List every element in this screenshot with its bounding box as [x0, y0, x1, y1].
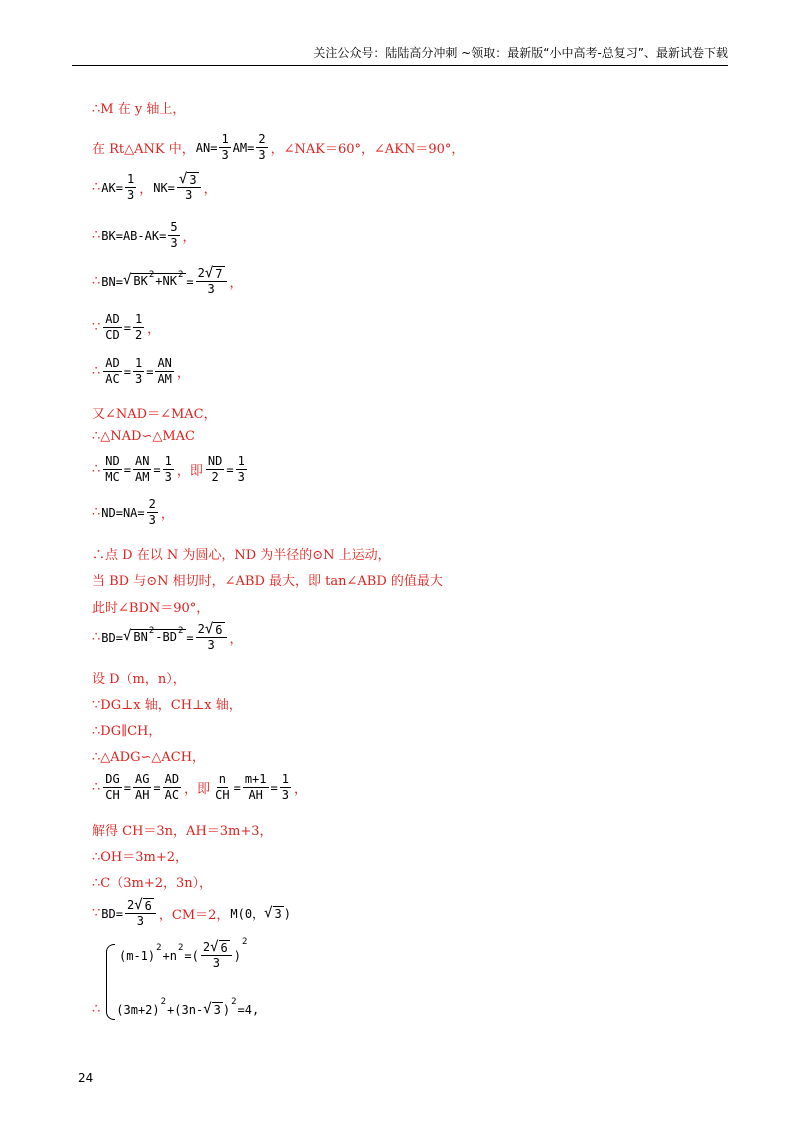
- denominator: 3: [221, 148, 229, 162]
- formula-an-am: [196, 132, 270, 163]
- denominator: 3: [207, 638, 215, 652]
- sqrt: √ 6: [210, 939, 228, 955]
- exponent: 2: [160, 996, 167, 1007]
- line-angle-equal: 又∠NAD＝∠MAC，: [92, 407, 217, 422]
- term-bd: -BD: [155, 630, 177, 644]
- radicand: [131, 626, 186, 646]
- denominator: CH: [215, 788, 230, 802]
- fraction: [103, 356, 121, 387]
- line-dg-ch: [92, 772, 307, 803]
- sqrt: √ $BN^2-BD^2$: [123, 629, 186, 646]
- label-bd: BD=: [101, 630, 123, 645]
- sqrt: √ 3: [264, 905, 282, 921]
- equals: =: [123, 462, 131, 477]
- denominator: 3: [170, 236, 178, 250]
- fraction: [163, 454, 174, 485]
- line-parallel: ∴DG∥CH，: [92, 724, 162, 739]
- numerator: 1: [134, 356, 143, 370]
- formula-nd-mc: [101, 454, 176, 485]
- formula-bn: [101, 266, 228, 297]
- formula-system-eq2: [116, 996, 260, 1017]
- numerator: AD: [105, 312, 120, 326]
- fraction: [103, 772, 121, 803]
- exponent: 2: [178, 942, 184, 953]
- formula-nk: [153, 172, 202, 203]
- coefficient: 2: [197, 266, 205, 280]
- line-set-d: 设 D（m，n），: [92, 672, 186, 687]
- fraction: [206, 454, 224, 485]
- line-point-d-moves: ∴点 D 在以 N 为圆心，ND 为半径的⊙N 上运动，: [92, 548, 391, 563]
- line-similar-adg-ach: ∴△ADG∽△ACH，: [92, 750, 206, 765]
- line-rt-ank: [92, 132, 464, 163]
- radicand: 3: [274, 907, 282, 921]
- line-nd-na: [92, 497, 174, 528]
- page-header: 关注公众号：陆陆高分冲刺 ~领取：最新版“小中高考-总复习”、最新试卷下载: [72, 44, 728, 66]
- numerator: 1: [126, 172, 135, 186]
- text-ji: 即: [189, 464, 203, 479]
- numerator: AN: [134, 454, 150, 468]
- line-oh: ∴OH＝3m+2，: [92, 850, 189, 865]
- numerator: 1: [134, 312, 143, 326]
- comma: ，: [176, 366, 190, 381]
- formula-m-point: [230, 905, 291, 922]
- denominator: CD: [105, 328, 120, 342]
- numerator: AD: [105, 356, 120, 370]
- denominator: MC: [105, 470, 120, 484]
- fraction: [280, 772, 291, 803]
- term-nk: +NK: [155, 274, 177, 288]
- formula-ak: [101, 172, 138, 203]
- fraction: [196, 622, 227, 653]
- fraction: [125, 172, 136, 203]
- line-bn: [92, 266, 243, 297]
- numerator: AN: [157, 356, 172, 370]
- formula-nd-2: [204, 454, 249, 485]
- equals: =: [186, 274, 194, 289]
- denominator: AH: [134, 788, 150, 802]
- label-ak: AK=: [101, 180, 123, 195]
- symbol-because: ∵: [92, 906, 101, 921]
- line-ad-ac: [92, 356, 190, 387]
- denominator: 3: [212, 956, 220, 970]
- equation-system-row-1: [118, 936, 249, 971]
- formula-bd-value: [101, 898, 158, 929]
- line-solve-ch-ah: 解得 CH＝3n，AH＝3m+3，: [92, 824, 273, 839]
- numerator: m+1: [244, 772, 267, 786]
- label-nd-na: ND=NA=: [101, 505, 145, 520]
- numerator: 2: [258, 132, 266, 146]
- numerator: [201, 940, 232, 956]
- denominator: 3: [185, 188, 193, 202]
- numerator: AD: [164, 772, 180, 786]
- numerator: 1: [281, 772, 289, 786]
- comma: ，: [203, 182, 217, 197]
- denominator: 3: [164, 470, 172, 484]
- label-bd: BD=: [101, 906, 123, 921]
- line-m-on-y-axis: ∴M 在 y 轴上，: [92, 102, 186, 117]
- numerator: 2: [148, 497, 156, 511]
- symbol-therefore: ∴: [92, 505, 101, 520]
- equals: =: [123, 320, 131, 335]
- term-n: +n: [162, 948, 177, 963]
- fraction: [133, 772, 151, 803]
- comma: ，: [160, 507, 174, 522]
- term-m-minus-1: (m-1): [119, 948, 156, 963]
- comma: ，: [293, 782, 307, 797]
- sqrt: √ 3: [203, 1001, 221, 1017]
- numerator: [177, 172, 201, 188]
- fraction: [243, 772, 269, 803]
- denominator: AM: [134, 470, 150, 484]
- symbol-therefore: ∴: [92, 364, 101, 379]
- numerator: 1: [221, 132, 229, 146]
- exponent: 2: [148, 626, 155, 636]
- denominator: 2: [134, 328, 143, 342]
- fraction: [196, 266, 227, 297]
- equals: =: [123, 364, 131, 379]
- formula-dg-ch: [101, 772, 183, 803]
- numerator: n: [218, 772, 226, 786]
- numerator: 5: [170, 220, 178, 234]
- symbol-therefore: ∴: [92, 274, 101, 289]
- symbol-therefore: ∴: [92, 780, 101, 795]
- denominator: CH: [105, 788, 120, 802]
- comma: ，: [229, 276, 243, 291]
- numerator: ND: [207, 454, 223, 468]
- denominator: 3: [281, 788, 289, 802]
- equals: =: [226, 462, 234, 477]
- radicand: [131, 270, 186, 290]
- fraction: [256, 132, 267, 163]
- formula-bd: [101, 622, 228, 653]
- denominator: AM: [157, 372, 172, 386]
- denominator: 3: [258, 148, 266, 162]
- formula-bk: [101, 220, 181, 251]
- denominator: 3: [207, 282, 215, 296]
- line-tangent: 当 BD 与⊙N 相切时，∠ABD 最大，即 tan∠ABD 的值最大: [92, 574, 443, 589]
- fraction: [177, 172, 201, 203]
- line-bdn-90: 此时∠BDN＝90°，: [92, 601, 210, 616]
- numerator: ND: [105, 454, 120, 468]
- radicand: 3: [213, 1003, 221, 1017]
- term-bk: BK: [133, 274, 148, 288]
- fraction: [201, 940, 232, 971]
- coefficient: 2: [197, 622, 205, 636]
- denominator: 3: [134, 372, 143, 386]
- label-m-point: M(0，: [230, 907, 265, 921]
- page-number: 24: [78, 1071, 94, 1085]
- denominator: 3: [126, 188, 135, 202]
- sqrt: √ $BK^2+NK^2$: [123, 273, 186, 290]
- fraction: [133, 312, 144, 343]
- denominator: 2: [211, 470, 219, 484]
- sqrt: √ 6: [204, 621, 223, 637]
- line-perpendicular: ∵DG⊥x 轴，CH⊥x 轴，: [92, 698, 242, 713]
- text-ji: 即: [197, 782, 211, 797]
- symbol-therefore: ∴: [92, 630, 101, 645]
- equals: =: [153, 780, 161, 795]
- denominator: AC: [105, 372, 120, 386]
- paren-close: ): [233, 948, 242, 963]
- text-angles: ，∠NAK＝60°，∠AKN＝90°，: [270, 142, 465, 157]
- equals-open: =(: [184, 948, 199, 963]
- numerator: [125, 898, 156, 914]
- fraction: [133, 356, 144, 387]
- exponent: 2: [177, 626, 184, 636]
- line-nd-mc: [92, 454, 250, 485]
- text-cm: ，CM＝2，: [158, 908, 230, 923]
- comma: ，: [184, 782, 198, 797]
- fraction: [236, 454, 247, 485]
- coefficient: 2: [126, 898, 135, 912]
- equals: =: [123, 780, 131, 795]
- denominator: 3: [237, 470, 245, 484]
- numerator: 1: [237, 454, 245, 468]
- line-similar-nad-mac: ∴△NAD∽△MAC: [92, 429, 195, 444]
- radicand: 6: [215, 623, 223, 637]
- text-rt-ank: 在 Rt△ANK 中，: [92, 142, 195, 157]
- radicand: 6: [220, 941, 228, 955]
- formula-ad-cd: [101, 312, 146, 343]
- denominator: 3: [148, 513, 156, 527]
- sqrt: √ 3: [178, 171, 197, 187]
- label-nk: NK=: [153, 180, 175, 195]
- symbol-therefore: ∴: [92, 180, 101, 195]
- term-3n: +(3n-: [167, 1002, 204, 1017]
- formula-nd-na: [101, 497, 160, 528]
- paren-close: ): [222, 1002, 231, 1017]
- numerator: AG: [134, 772, 150, 786]
- symbol-because: ∵: [92, 320, 101, 335]
- radicand: 7: [215, 267, 223, 281]
- numerator: [196, 266, 227, 282]
- fraction: [133, 454, 151, 485]
- fraction: [219, 132, 230, 163]
- line-point-c: ∴C（3m+2，3n），: [92, 876, 213, 891]
- exponent: 2: [156, 942, 162, 953]
- fraction: [125, 898, 156, 929]
- label-am: AM=: [232, 140, 255, 155]
- numerator: DG: [105, 772, 120, 786]
- comma: ，: [139, 182, 153, 197]
- sqrt: √ 7: [204, 265, 223, 281]
- formula-n-ch: [211, 772, 293, 803]
- paren-close: ): [283, 906, 291, 921]
- symbol-therefore: ∴: [92, 228, 101, 243]
- label-bk: BK=AB-AK=: [101, 228, 167, 243]
- exponent: 2: [231, 996, 237, 1007]
- fraction: [103, 454, 121, 485]
- symbol-therefore: ∴: [92, 1002, 101, 1017]
- fraction: [213, 772, 231, 803]
- equals-four: =4,: [237, 1002, 260, 1017]
- equals: =: [270, 780, 278, 795]
- radicand: 6: [144, 899, 152, 913]
- denominator: AC: [164, 788, 180, 802]
- numerator: 1: [164, 454, 172, 468]
- comma: ，: [229, 632, 243, 647]
- comma: ，: [182, 230, 196, 245]
- equation-system-row-2: [92, 996, 260, 1017]
- comma: ，: [176, 464, 190, 479]
- comma: ，: [147, 322, 161, 337]
- fraction: [168, 220, 179, 251]
- exponent: 2: [148, 270, 155, 280]
- denominator: AH: [248, 788, 263, 802]
- equals: =: [153, 462, 161, 477]
- radicand: 3: [189, 173, 197, 187]
- fraction: [163, 772, 181, 803]
- coefficient: 2: [202, 940, 211, 954]
- line-bk: [92, 220, 196, 251]
- fraction: [147, 497, 158, 528]
- numerator: [196, 622, 227, 638]
- line-ad-cd: [92, 312, 160, 343]
- sqrt: √ 6: [134, 897, 152, 913]
- equals: =: [146, 364, 154, 379]
- term-bn: BN: [133, 630, 148, 644]
- line-ak-nk: [92, 172, 217, 203]
- equals: =: [233, 780, 241, 795]
- exponent: 2: [242, 936, 248, 947]
- fraction: [155, 356, 173, 387]
- line-bd-cm-m: [92, 898, 292, 929]
- term-3m-plus-2: (3m+2): [116, 1002, 160, 1017]
- symbol-therefore: ∴: [92, 462, 101, 477]
- exponent: 2: [177, 270, 184, 280]
- label-bn: BN=: [101, 274, 123, 289]
- label-an: AN=: [195, 140, 218, 155]
- fraction: [103, 312, 121, 343]
- line-bd: [92, 622, 243, 653]
- formula-ad-ac: [101, 356, 176, 387]
- denominator: 3: [136, 914, 145, 928]
- equals: =: [186, 630, 194, 645]
- formula-system-eq1: [119, 936, 248, 971]
